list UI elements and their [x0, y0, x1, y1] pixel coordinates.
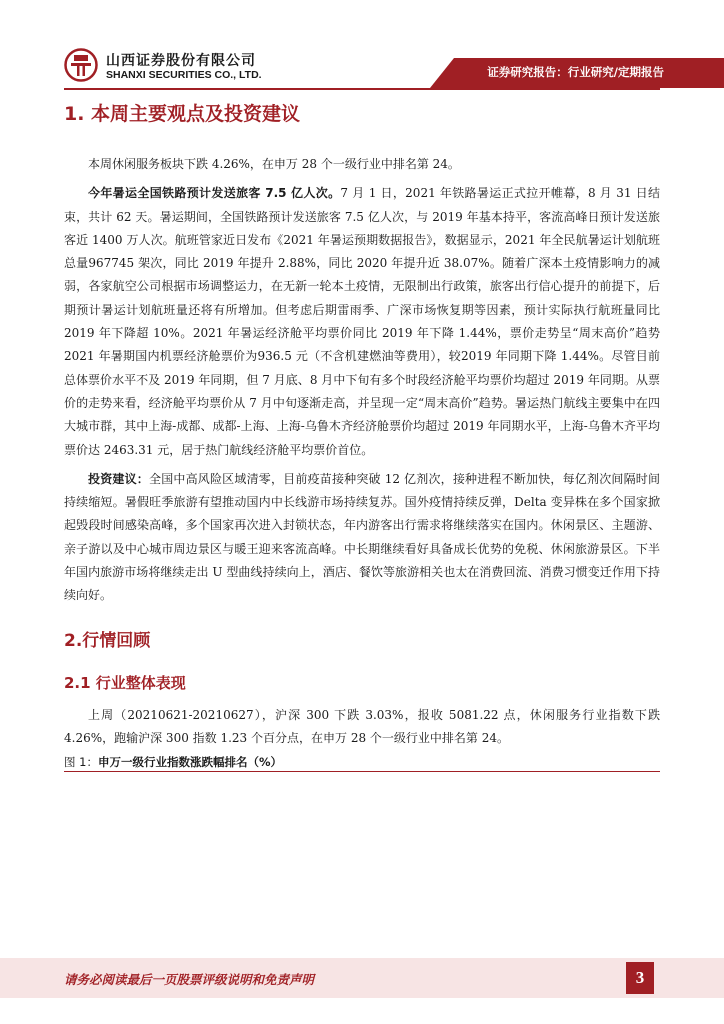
- paragraph-investment-advice: [64, 468, 660, 608]
- figure-1-prefix: 图 1：: [64, 755, 98, 770]
- paragraph-summer-travel-lead: 今年暑运全国铁路预计发送旅客 7.5 亿人次。: [88, 186, 341, 201]
- report-body: [64, 97, 660, 772]
- page-header: [0, 0, 724, 100]
- paragraph-investment-advice-lead: 投资建议：: [88, 471, 149, 486]
- section-1-title: 1. 本周主要观点及投资建议: [64, 103, 301, 125]
- company-name-cn: 山西证券股份有限公司: [106, 53, 256, 69]
- section-2-title: 2.行情回顾: [64, 630, 151, 651]
- company-name-en: SHANXI SECURITIES CO., LTD.: [106, 69, 262, 81]
- report-type: 证券研究报告：行业研究/定期报告: [487, 65, 664, 79]
- footer-disclaimer: 请务必阅读最后一页股票评级说明和免责声明: [64, 972, 315, 987]
- shanxi-securities-logo-icon: [64, 48, 98, 82]
- header-divider: [64, 88, 660, 90]
- paragraph-sector-performance: 本周休闲服务板块下跌 4.26%，在申万 28 个一级行业中排名第 24。: [88, 157, 460, 171]
- paragraph-summer-travel-text: 7 月 1 日，2021 年铁路暑运正式拉开帷幕，8 月 31 日结束，共计 62 天。暑运期间，全国铁路预计发送旅客 7.5 亿人次，与 2019 年基本持平，客流高峰日预计发送旅客近 1400 万人次。航班管家近日发布《2021 年暑运预期数据报告》，数据显示，2021 年全民航暑运计划航班总量967745 架次，同比 2019 年提升 2.88%，同比 2020 年提升近 38.07%。随着广深本土疫情影响力的减弱，各家航空公司根据市场调整运力，在无新一轮本土疫情，无限制出行政策，旅客出行信心提升的前提下，后期预计暑运计划航班量还将有所增加。但考虑后期雷雨季、广深市场恢复期等因素，预计实际执行航班量同比 2019 年下降超 10%。2021 年暑运经济舱平均票价同比 2019 年下降 1.44%，票价走势呈“周末高价”趋势 2021 年暑期国内机票经济舱票价为936.5 元（不含机建燃油等费用），较2019 年同期下降 1.44%。尽管目前总体票价水平不及 2019 年同期，但 7 月底、8 月中下旬有多个时段经济舱平均票价均超过 2019 年同期。从票价的走势来看，经济舱平均票价从 7 月中旬逐渐走高，并呈现一定“周末高价”趋势。暑运热门航线主要集中在四大城市群，其中上海-成都、成都-上海、上海-乌鲁木齐经济舱票价均超过 2019 年同期水平，上海-乌鲁木齐平均票价达 2463.31 元，居于热门航线经济舱平均票价首位。: [64, 186, 660, 457]
- figure-1-title: 申万一级行业指数涨跌幅排名（%）: [97, 755, 283, 770]
- page-number: 3: [626, 962, 654, 994]
- paragraph-market-review: 上周（20210621-20210627），沪深 300 下跌 3.03%，报收 5081.22 点，休闲服务行业指数下跌 4.26%，跑输沪深 300 指数 1.23 个百分点，在申万 28 个一级行业中排名第 24。: [64, 707, 660, 745]
- section-2-1-title: 2.1 行业整体表现: [64, 673, 186, 692]
- paragraph-investment-advice-text: 全国中高风险区域清零，目前疫苗接种突破 12 亿剂次，接种进程不断加快，每亿剂次间隔时间持续缩短。暑假旺季旅游有望推动国内中长线游市场持续复苏。国外疫情持续反弹，Delta 变异株在多个国家掀起毁段时间感染高峰，多个国家再次进入封锁状态，年内游客出行需求将继续落实在国内。休闲景区、主题游、亲子游以及中心城市周边景区与暖王迎来客流高峰。中长期继续看好具备成长优势的免税、休闲旅游景区。下半年国内旅游市场将继续走出 U 型曲线持续向上，酒店、餐饮等旅游相关也太在消费回流、消费习惯变迁作用下持续向好。: [64, 471, 660, 603]
- paragraph-summer-travel: [64, 182, 660, 462]
- figure-1-caption: [64, 752, 660, 772]
